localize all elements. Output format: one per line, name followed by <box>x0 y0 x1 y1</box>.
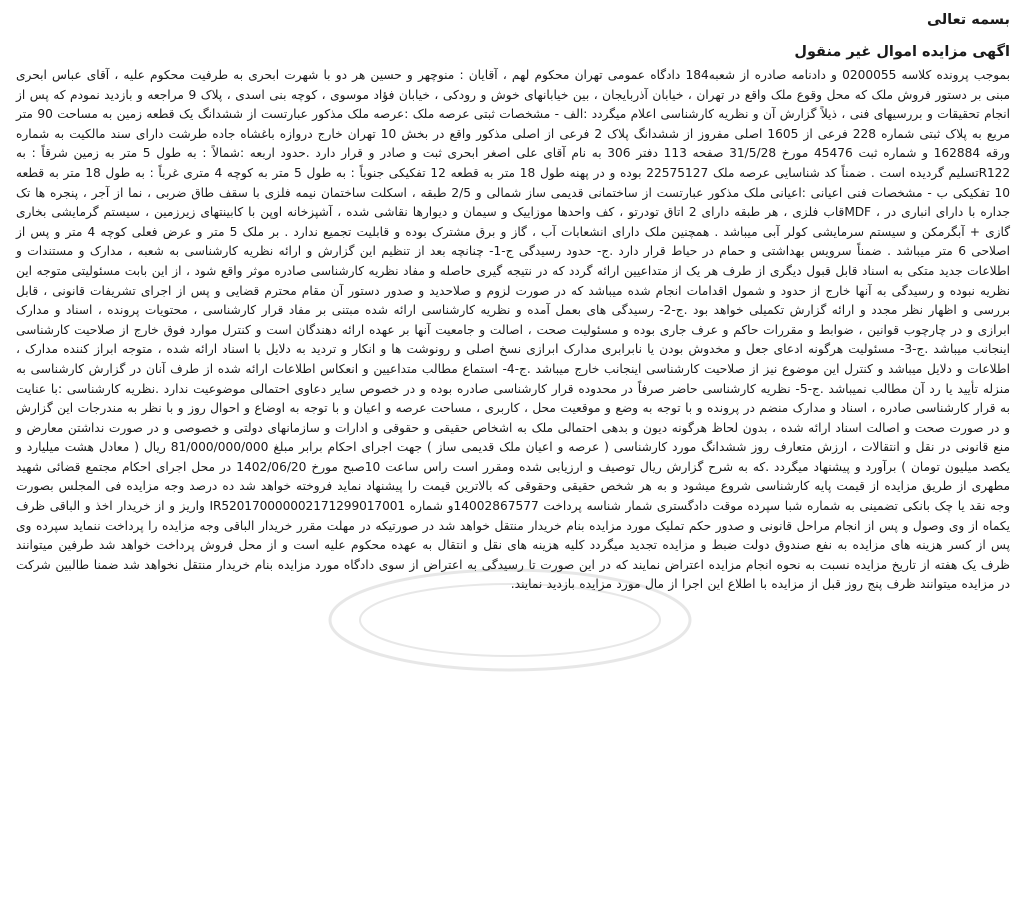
notice-body-text: بموجب پرونده کلاسه 0200055 و دادنامه صادره از شعبه184 دادگاه عمومی تهران محکوم لهم ، آقایان : منوچهر و حسین هر دو با شهرت ابحری به طرفیت محکوم علیه ، آقای عباس ابحری مبنی بر دستور فروش ملک که محل وقوع ملک واقع در تهران ، خیابان آذربایجان ، بین خیابانهای خوش و رودکی ، خیابان فؤاد موسوی ، کوچه بنی اسدی ، پلاک 9 مراجعه و بازدید نمودم که پس از انجام تحقیقات و بررسیهای فنی ، ذیلاً گزارش آن و نظریه کارشناسی اعلام میگردد :الف - مشخصات ثبتی عرصه ملک :عرصه ملک مذکور عبارتست از ششدانگ یک قطعه زمین به مساحت 90 متر مربع به پلاک ثبتی شماره 228 فرعی از 1605 اصلی مفروز از ششدانگ پلاک 2 فرعی از اصلی مذکور واقع در بخش 10 تهران خارج دروازه باغشاه جاده طرشت دارای سند مالکیت به شماره ورقه 162884 و شماره ثبت 45476 مورخ 31/5/28 صفحه 113 دفتر 306 به نام آقای علی اصغر ابحری ثبت و صادر و قرار دارد .حدود اربعه :شمالاً : به طول 5 متر به زمین شرقاً : به R122تسلیم گردیده است . ضمناً کد شناسایی عرصه ملک 22575127 بوده و در پهنه طول 18 متر به قطعه 12 تفکیکی جنوباً : به طول 5 متر به کوچه 4 متری غرباً : به طول 18 متر به قطعه 10 تفکیکی ب - مشخصات فنی اعیانی :اعیانی ملک مذکور عبارتست از ساختمانی قدیمی ساز شمالی و 2/5 طبقه ، اسکلت ساختمان نیمه فلزی با سقف طاق ضربی ، نما از آجر ، پنجره ها تک جداره با دارای انباری در ، MDFقاب فلزی ، هر طبقه دارای 2 اتاق تودرتو ، کف واحدها موزاییک و سیمان و دیوارها نقاشی شده ، آشپزخانه اوپن با کابینتهای زیرزمین ، سیستم گرمایشی بخاری گازی + آبگرمکن و سیستم سرمایشی کولر آبی میباشد . همچنین ملک دارای انشعابات آب ، گاز و برق مشترک بوده و قابلیت تجمیع ندارد . بر ملک 5 متر و عرض فعلی کوچه 4 متر و پس از اصلاحی 6 متر میباشد . ضمناً سرویس بهداشتی و حمام در حیاط قرار دارد .ج- حدود رسیدگی ج-1- چنانچه بعد از تنظیم این گزارش و ارائه نظریه کارشناسی به شعبه ، مدارک و مستندات و اطلاعات جدید متکی به اسناد قابل قبول دیگری از طرف هر یک از متداعیین ارائه گردد که در نتیجه گیری حاصله و مفاد نظریه کارشناسی صادره موثر واقع شود ، از این بابت مسئولیتی متوجه این نظریه نبوده و رسیدگی به آنها خارج از حدود و شمول اقدامات انجام شده میباشد که در صورت لزوم و صلاحدید و صدور دستور آن مقام محترم قضایی و پس از اجرای تشریفات قانونی ، قابل بررسی و اظهار نظر مجدد و ارائه گزارش تکمیلی خواهد بود .ج-2- رسیدگی های بعمل آمده و نظریه کارشناسی ارائه شده مبتنی بر مفاد قرار کارشناسی ، محتویات پرونده ، اسناد و مدارک ابرازی و در چارچوب قوانین ، ضوابط و مقررات حاکم و عرف جاری بوده و مسئولیت صحت ، اصالت و جامعیت آنها بر عهده ارائه دهندگان است و کنترل موارد فوق خارج از صلاحیت کارشناسی اینجانب میباشد .ج-3- مسئولیت هرگونه ادعای جعل و مخدوش بودن یا نابرابری مدارک ابرازی نسخ اصلی و رونوشت ها و انکار و تردید به دلایل با اسناد ارائه شده ، متوجه ابراز کننده مدارک ، اطلاعات و دلایل میباشد و کنترل این موضوع نیز از صلاحیت کارشناسی اینجانب خارج میباشد .ج-4- استماع مطالب متداعیین و انعکاس اطلاعات ارائه شده از طرف آنان در گزارش کارشناسی به منزله تأیید یا رد آن مطالب نمیباشد .ج-5- نظریه کارشناسی حاضر صرفاً در محدوده قرار کارشناسی صادره بوده و در خصوص سایر دعاوی احتمالی موضوعیت ندارد .نظریه کارشناسی :با عنایت به قرار کارشناسی صادره ، اسناد و مدارک منضم در پرونده و با توجه به وضع و موقعیت محل ، کاربری ، مساحت عرصه و اعیان و با توجه به اوضاع و احوال روز و با نظر به مندرجات این گزارش و در صورت صحت و اصالت اسناد ارائه شده ، بدون لحاظ هرگونه دیون و بدهی احتمالی ملک به اشخاص حقیقی و حقوقی و ادارات و سازمانهای دولتی و خصوصی و در صورت نداشتن معارض و منع قانونی در نقل و انتقالات ، ارزش متعارف روز ششدانگ مورد کارشناسی ( عرصه و اعیان ملک قدیمی ساز ) جهت اجرای احکام برابر مبلغ 81/000/000/000 ریال ( معادل هشت میلیارد و یکصد میلیون تومان ) برآورد و پیشنهاد میگردد .که به شرح گزارش ریال توصیف و ارزیابی شده ومقرر است راس ساعت 10صبح مورخ 1402/06/20 در محل اجرای احکام مجتمع قضائی شهید مطهری از طریق مزایده از قیمت پایه کارشناسی شروع میشود و به هر شخص حقیقی وحقوقی که بالاترین قیمت را پیشنهاد نماید فروخته خواهد شد ده درصد وجه مزایده فی المجلس بصورت وجه نقد یا چک بانکی تضمینی به شماره شبا سپرده موقت دادگستری شمار شناسه پرداخت 14002867577و شماره IR520170000002171299017001 واریز و از خریدار اخذ و الباقی ظرف یکماه از وی وصول و پس از انجام مراحل قانونی و صدور حکم تملیک مورد مزایده بنام خریدار منتقل خواهد شد در صورتیکه در مهلت مقرر خریدار الباقی وجه مزایده را پرداخت ننماید سپرده وی پس از کسر هزینه های مزایده به نفع صندوق دولت ضبط و مزایده تجدید میگردد کلیه هزینه های نقل و انتقال به عهده محکوم علیه است و از محل فروش پرداخت خواهد شد طرفین میتوانند ظرف یک هفته از تاریخ مزایده نسبت به نحوه انجام مزایده اعتراض نمایند که در این صورت تا رسیدگی به اعتراض از سوی دادگاه مورد مزایده بنام خریدار منتقل نخواهد شد ضمنا طالبین شرکت در مزایده میتوانند ظرف پنج روز قبل از مزایده با اطلاع این اجرا از مال مورد مزایده بازدید نمایند. <box>16 68 1011 592</box>
document-title: اگهی مزایده اموال غیر منقول <box>794 44 1010 60</box>
document-heading-basmala: بسمه تعالی <box>927 12 1010 28</box>
